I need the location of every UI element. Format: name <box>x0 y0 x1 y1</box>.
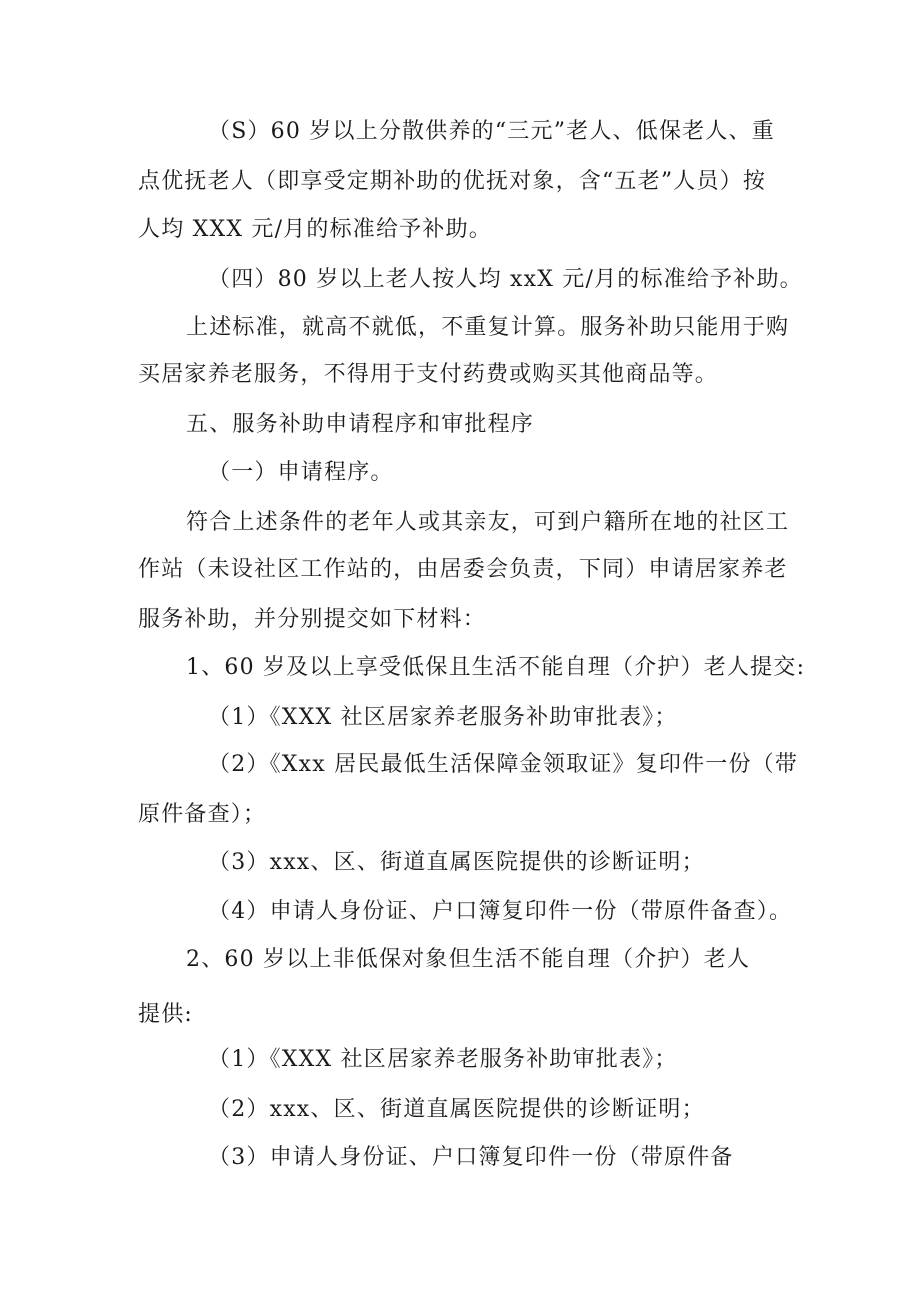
list-item: （2）《Xxx 居民最低生活保障金领取证》复印件一份（带 <box>208 752 799 777</box>
paragraph-line: 符合上述条件的老年人或其亲友，可到户籍所在地的社区工 <box>186 510 790 535</box>
paragraph-line: （四）80 岁以上老人按人均 xxX 元/月的标准给予补助。 <box>208 267 803 292</box>
paragraph-line: 买居家养老服务，不得用于支付药费或购买其他商品等。 <box>138 362 719 387</box>
list-item: （1）《XXX 社区居家养老服务补助审批表》； <box>208 1047 678 1072</box>
paragraph-line: 上述标准，就高不就低，不重复计算。服务补助只能用于购 <box>186 315 790 340</box>
paragraph-line: 服务补助，并分别提交如下材料： <box>138 607 487 632</box>
paragraph-line: 点优抚老人（即享受定期补助的优抚对象，含“五老”人员）按 <box>138 169 767 194</box>
list-item: （3）xxx、区、街道直属医院提供的诊断证明； <box>208 850 705 875</box>
list-item: （4）申请人身份证、户口簿复印件一份（带原件备查）。 <box>208 899 793 924</box>
paragraph-line: 作站（未设社区工作站的，由居委会负责，下同）申请居家养老 <box>138 557 788 582</box>
list-item-continuation: 提供: <box>138 1002 194 1027</box>
list-item: （3）申请人身份证、户口簿复印件一份（带原件备 <box>208 1145 734 1170</box>
paragraph-line: （S）60 岁以上分散供养的“三元”老人、低保老人、重 <box>208 119 775 144</box>
list-item: 2、60 岁以上非低保对象但生活不能自理（介护）老人 <box>186 947 751 972</box>
list-item-continuation: 原件备查）； <box>138 802 267 827</box>
paragraph-line: 人均 XXX 元/月的标准给予补助。 <box>138 217 492 242</box>
list-item: 1、60 岁及以上享受低保且生活不能自理（介护）老人提交: <box>186 655 806 680</box>
section-heading: 五、服务补助申请程序和审批程序 <box>186 412 535 437</box>
list-item: （2）xxx、区、街道直属医院提供的诊断证明； <box>208 1097 705 1122</box>
list-item: （1）《XXX 社区居家养老服务补助审批表》； <box>208 705 678 730</box>
subsection-heading: （一）申请程序。 <box>208 460 394 485</box>
